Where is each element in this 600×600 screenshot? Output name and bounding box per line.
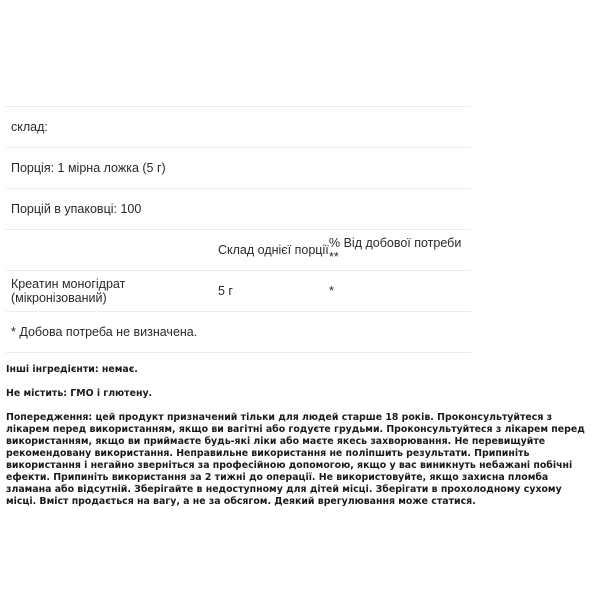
other-ingredients: Інші інгредієнти: немає. (6, 364, 138, 375)
free-of-statement: Не містить: ГМО і глютену. (6, 388, 153, 399)
serving-size: Порція: 1 мірна ложка (5 г) (11, 161, 166, 175)
footnote-row (6, 312, 471, 353)
servings-per-container-row (6, 189, 471, 230)
facts-title-row (6, 107, 471, 148)
supplement-facts-table (6, 106, 471, 353)
serving-size-row (6, 148, 471, 189)
table-row (6, 271, 471, 312)
warning-text: Попередження: цей продукт призначений тільки для людей старше 18 років. Проконсультуйтеся з лікарем перед використанням, якщо ви вагітні або годуєте грудьми. Проконсультуйтеся з лікарем перед використанням, якщо ви приймаєте будь-які ліки або маєте якесь захворювання. Не перевищуйте рекомендовану використання. Неправильне використання не поліпшить результати. Припиніть використання і негайно зверніться за професійною допомогою, якщо у вас виникнуть небажані побічні ефекти. Припиніть використання за 2 тижні до операції. Не використовуйте, якщо захисна пломба зламана або відсутній. Зберігайте в недоступному для дітей місці. Зберігати в прохолодному сухому місці. Вміст продається на вагу, а не за обсягом. Деякий врегулювання може статися. (6, 412, 585, 507)
ingredient-amount: 5 г (218, 284, 233, 298)
footnote: * Добова потреба не визначена. (11, 325, 198, 339)
product-notes (6, 364, 586, 508)
table-header-row (6, 230, 471, 271)
column-header-amount: Склад однієї порції (218, 243, 329, 257)
facts-title: склад: (11, 120, 48, 134)
servings-per-container: Порцій в упаковці: 100 (11, 202, 142, 216)
ingredient-daily-value: * (329, 284, 334, 298)
ingredient-name: Креатин моногідрат (мікронізований) (11, 277, 126, 305)
column-header-daily-value: % Від добової потреби ** (329, 236, 462, 264)
